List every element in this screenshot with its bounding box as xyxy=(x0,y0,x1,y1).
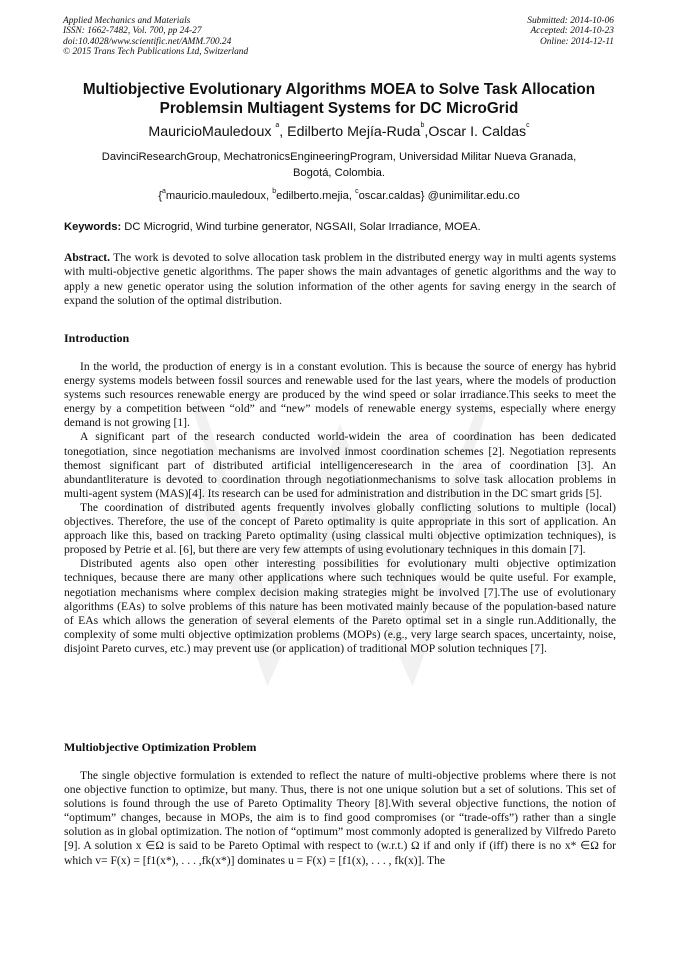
doi-line: doi:10.4028/www.scientific.net/AMM.700.24 xyxy=(63,36,232,47)
email-a: mauricio.mauledoux, xyxy=(165,190,273,202)
author-1-mark: a xyxy=(275,122,280,129)
abstract-text: The work is devoted to solve allocation task problem in the distributed energy way in multi agents systems with multi-objective genetic algorithms. The paper shows the main advantages of genetic algorithms and the way to apply a new genetic operator using the solution information of the other agents for saving energy in the search of expand the solution of the optimal distribution. xyxy=(64,251,616,307)
submitted-date: Submitted: 2014-10-06 xyxy=(527,16,614,26)
issn-line: ISSN: 1662-7482, Vol. 700, pp 24-27 xyxy=(63,26,202,37)
abstract-label: Abstract. xyxy=(64,251,111,264)
paragraph: In the world, the production of energy is in a constant evolution. This is because the source of energy has hybrid energy systems models between fossil sources and renewable used for the last years, where the models of production systems such resources renewable energy are produced by the wind speed or solar irradiance.This seeks to meet the energy by a competition between “old” and “new” models of renewable energy systems, especially where energy demand is not growing [1]. xyxy=(64,360,616,430)
author-3: Oscar I. Caldas xyxy=(428,124,527,140)
keywords-label: Keywords: xyxy=(64,221,122,233)
abstract xyxy=(64,251,616,308)
paper-title: Multiobjective Evolutionary Algorithms MOEA to Solve Task Allocation Problemsin Multiagent Systems for DC MicroGrid xyxy=(82,81,596,117)
email-mark: a xyxy=(161,188,166,195)
author-separator: , xyxy=(279,124,288,140)
paragraph: The single objective formulation is extended to reflect the nature of multi-objective problems where there is not one objective function to optimize, but many. Thus, there is not one unique solution but a set of solutions. This set of solutions is found through the use of Pareto Optimality Theory [8].With several objective functions, the notion of “optimum” changes, because in MOPs, the aim is to find good compromises (or “trade-offs”) rather than a single solution as in global optimization. The notion of “optimum” most commonly adopted is generalized by Vilfredo Pareto [9]. A solution x ∈Ω is said to be Pareto Optimal with respect to (w.r.t.) Ω if and only if (iff) there is no x* ∈Ω for which v= F(x) = [f1(x*), . . . ,fk(x*)] dominates u = F(x) = [f1(x), . . . , fk(x)]. The xyxy=(64,769,616,867)
brace: { xyxy=(158,190,162,202)
publication-dates xyxy=(527,16,614,47)
keywords-text: DC Microgrid, Wind turbine generator, NGSAII, Solar Irradiance, MOEA. xyxy=(121,221,481,233)
online-date: Online: 2014-12-11 xyxy=(539,36,614,47)
email-c: oscar.caldas} @unimilitar.edu.co xyxy=(358,190,520,202)
affiliation xyxy=(40,150,638,181)
email-mark: c xyxy=(355,188,359,195)
keywords xyxy=(64,221,616,233)
section-heading-mop: Multiobjective Optimization Problem xyxy=(64,740,257,754)
paragraph: Distributed agents also open other interesting possibilities for evolutionary multi objective optimization techniques, because there are many other applications where such techniques would be quite useful. For example, negotiation mechanisms where complex decision making strategies might be involved [7].The use of evolutionary algorithms (EAs) to solve problems of this nature has been motivated mainly because of the population-based nature of EAs which allows the generation of several elements of the Pareto optimal set in a single run.Additionally, the complexity of some multi objective optimization problems (MOPs) (e.g., very large search spaces, uncertainty, noise, disjoint Pareto curves, etc.) may prevent use (or application) of traditional MOP solution techniques [7]. xyxy=(64,557,616,655)
email-b: edilberto.mejia, xyxy=(276,190,356,202)
author-2-mark: b xyxy=(420,122,425,129)
affiliation-line: DavinciResearchGroup, MechatronicsEngineeringProgram, Universidad Militar Nueva Granada, xyxy=(101,151,577,163)
email-mark: b xyxy=(272,188,277,195)
paragraph: A significant part of the research conducted world-widein the area of coordination has been dedicated tonegotiation, since negotiation mechanisms are involved inmost coordination schemes [2]. Negotiation represents themost significant part of distributed artificial intelligenceresearch in the area of coordination [3]. An abundantliterature is devoted to coordination through negotiationmechanisms to solve task allocation problems in multi-agent system (MAS)[4]. Its research can be used for administration and distribution in the DC smart grids [5]. xyxy=(64,430,616,500)
accepted-date: Accepted: 2014-10-23 xyxy=(530,26,614,37)
mop-body xyxy=(64,769,616,868)
author-list xyxy=(40,124,638,140)
paragraph: The coordination of distributed agents frequently involves globally conflicting solutions to multiple (local) objectives. Therefore, the use of the concept of Pareto optimality is quite appropriate in this sort of application. An approach like this, based on tracking Pareto optimality (using classical multi objective optimization techniques), is proposed by Petrie et al. [6], but there are very few attempts of using evolutionary techniques in this domain [7]. xyxy=(64,500,616,557)
author-1: MauricioMauledoux xyxy=(148,124,276,140)
affiliation-line: Bogotá, Colombia. xyxy=(292,166,386,179)
journal-info xyxy=(63,16,248,58)
introduction-body xyxy=(64,360,616,656)
author-emails xyxy=(40,190,638,202)
author-2: Edilberto Mejía-Ruda xyxy=(287,124,421,140)
section-heading-introduction: Introduction xyxy=(64,331,130,345)
author-separator: , xyxy=(424,124,429,140)
journal-name: Applied Mechanics and Materials xyxy=(63,16,191,26)
copyright-line: © 2015 Trans Tech Publications Ltd, Switzerland xyxy=(63,47,249,58)
author-3-mark: c xyxy=(526,122,530,129)
